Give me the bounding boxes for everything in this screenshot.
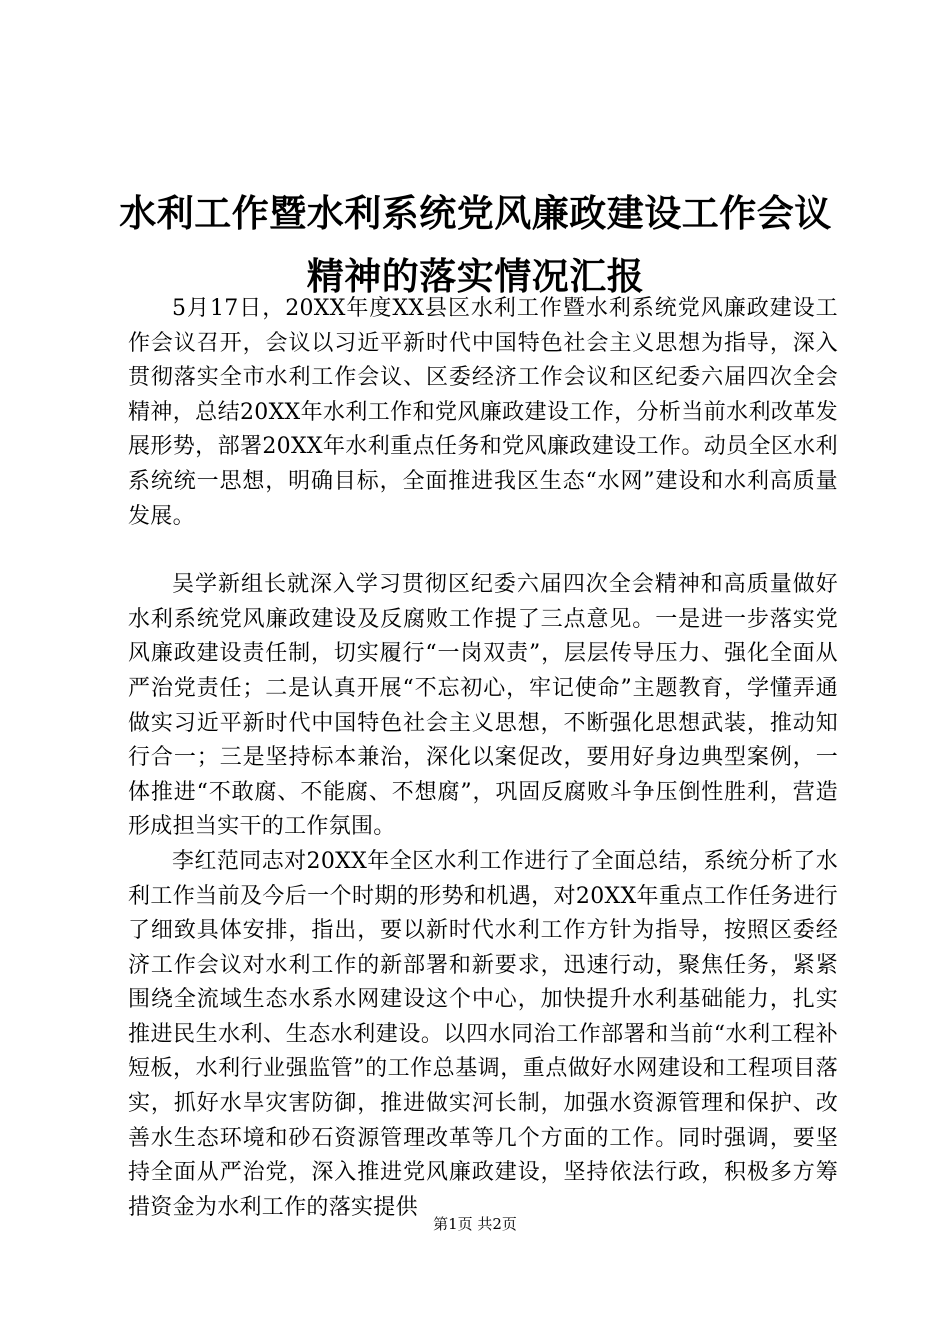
paragraph-3: 李红范同志对20XX年全区水利工作进行了全面总结，系统分析了水利工作当前及今后一个时期的形势和机遇，对20XX年重点工作任务进行了细致具体安排，指出，要以新时代水利工作方针为指导，按照区委经济工作会议对水利工作的新部署和新要求，迅速行动，聚焦任务，紧紧围绕全流域生态水系水网建设这个中心，加快提升水利基础能力，扎实推进民生水利、生态水利建设。以四水同治工作部署和当前“水利工程补短板，水利行业强监管”的工作总基调，重点做好水网建设和工程项目落实，抓好水旱灾害防御，推进做实河长制，加强水资源管理和保护、改善水生态环境和砂石资源管理改革等几个方面的工作。同时强调，要坚持全面从严治党，深入推进党风廉政建设，坚持依法行政，积极多方筹措资金为水利工作的落实提供 bbox=[128, 848, 838, 1220]
page-footer: 第1页 共2页 bbox=[433, 1215, 517, 1233]
document-body bbox=[128, 292, 838, 1225]
document-title: 水利工作暨水利系统党风廉政建设工作会议精神的落实情况汇报 bbox=[119, 191, 832, 298]
paragraph-2: 吴学新组长就深入学习贯彻区纪委六届四次全会精神和高质量做好水利系统党风廉政建设及反腐败工作提了三点意见。一是进一步落实党风廉政建设责任制，切实履行“一岗双责”，层层传导压力、强化全面从严治党责任；二是认真开展“不忘初心，牢记使命”主题教育，学懂弄通做实习近平新时代中国特色社会主义思想，不断强化思想武装，推动知行合一；三是坚持标本兼治，深化以案促改，要用好身边典型案例，一体推进“不敢腐、不能腐、不想腐”，巩固反腐败斗争压倒性胜利，营造形成担当实干的工作氛围。 bbox=[128, 572, 838, 840]
paragraph-1: 5月17日，20XX年度XX县区水利工作暨水利系统党风廉政建设工作会议召开，会议以习近平新时代中国特色社会主义思想为指导，深入贯彻落实全市水利工作会议、区委经济工作会议和区纪委六届四次全会精神，总结20XX年水利工作和党风廉政建设工作，分析当前水利改革发展形势，部署20XX年水利重点任务和党风廉政建设工作。动员全区水利系统统一思想，明确目标，全面推进我区生态“水网”建设和水利高质量发展。 bbox=[128, 296, 838, 529]
